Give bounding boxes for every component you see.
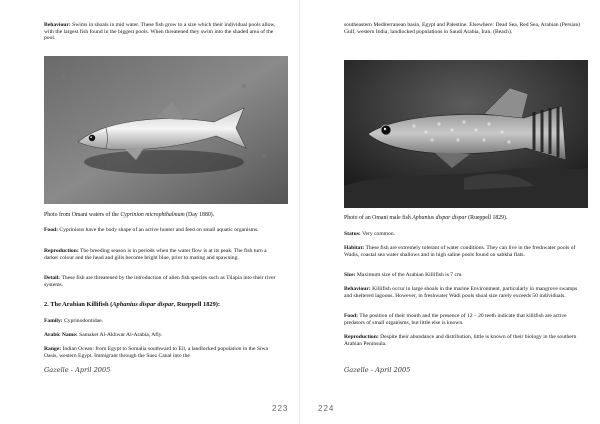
caption-citation: (Day 1880). [184,212,215,218]
detail-text: These fish are threatened by the introduction of alien fish species such as Tilapia into their river systems. [44,275,276,288]
detail-label: Detail: [44,275,61,281]
right-page-number: 224 [318,404,335,413]
food-paragraph [344,313,584,326]
behaviour-paragraph [344,286,584,299]
behaviour-text: Swims in shoals in mid water. These fish grow to a size which their individual pools allow, with the largest fish found in the biggest pools. When threatened they swim into the shaded area of the pool. [44,22,276,42]
arabic-name-paragraph [44,332,280,339]
killifish-photo [344,60,588,208]
behaviour-label: Behaviour: [44,22,71,28]
killifish-section-heading [44,301,284,308]
food-label: Food: [344,313,358,319]
cyprinion-photo [44,56,288,204]
reproduction-text: Despite their abundance and distribution, little is known of their biology in the southern Arabian Peninsula. [344,334,577,347]
range-label: Range: [44,346,62,352]
caption-text: Photo from Omani waters of the [44,212,121,218]
behaviour-text: Killifish occur in large shoals in the marine Environment, particularly in mangrove swamps and sheltered lagoons. However, in freshwater Wadi pools shoal size rarely exceeds 50 individuals. [344,286,578,299]
left-page-number: 223 [272,404,289,413]
arabic-name-text: Samaket Al-Akhwar Al-Arabia, Afly. [77,332,163,338]
status-paragraph [344,231,584,238]
reproduction-label: Reproduction: [44,248,79,254]
caption-species: Aphanius dispar dispar [412,215,467,221]
habitat-text: These fish are extremely tolerant of water conditions. They can live in the freshwater pools of Wadis, coastal sea water shallows and in high saline pools found on sabkha flats. [344,245,576,258]
status-label: Status: [344,231,361,237]
size-paragraph [344,272,584,279]
caption-text: Photo of an Omani male fish [344,215,413,221]
reproduction-label: Reproduction: [344,334,379,340]
left-footer: Gazelle - April 2005 [44,366,111,374]
reproduction-paragraph [344,334,584,347]
food-paragraph [44,227,280,234]
food-text: The position of their mouth and the presence of 12 – 20 teeth indicate that killifish are active predators of small organisms, but little else is known. [344,313,567,326]
caption-citation: (Rueppell 1829). [466,215,508,221]
heading-citation: , Rueppell 1829): [173,301,221,308]
range-paragraph [44,346,280,359]
family-paragraph [44,318,280,325]
family-text: Cyprinodontidae. [62,318,104,324]
range-continued-paragraph [344,22,584,35]
family-label: Family: [44,318,63,324]
killifish-photo-caption [344,215,584,222]
size-text: Maximum size of the Arabian Killifish is 7 cm. [355,272,463,278]
status-text: Very common. [360,231,396,237]
food-label: Food: [44,227,58,233]
behaviour-label: Behaviour: [344,286,371,292]
habitat-paragraph [344,245,584,258]
size-label: Size: [344,272,356,278]
cyprinion-photo-caption [44,212,284,219]
caption-species: Cyprinion microphthalmum [120,212,185,218]
arabic-name-label: Arabic Name: [44,332,78,338]
range-text: Indian Ocean: from Egypt to Somalia southward to Eil, a landlocked population in the Siwa Oasis, western Egypt. Immigrant through the Suez Canal into the [44,346,269,359]
detail-paragraph [44,275,280,288]
heading-text: 2. The Arabian Killifish ( [44,301,113,308]
habitat-label: Habitat: [344,245,365,251]
reproduction-text: The breeding season is in periods when the water flow is at its peak. The fish turn a darker colour and the head and gills become bright blue, prior to mating and spawning. [44,248,267,261]
food-text: Cyprinions have the body shape of an active hunter and feed on small aquatic organisms. [57,227,259,233]
right-page [300,0,600,424]
behaviour-paragraph [44,22,280,42]
right-footer: Gazelle - April 2005 [344,366,411,374]
heading-species: Aphanius dispar dispar [112,301,174,308]
range-continued-text: southeastern Mediterranean basin, Egypt and Palestine. Elsewhere: Dead Sea, Red Sea, Arabian (Persian) Gulf, western India; landlocked populations in Saudi Arabia, Iran. (Beach). [344,22,581,35]
reproduction-paragraph [44,248,280,261]
